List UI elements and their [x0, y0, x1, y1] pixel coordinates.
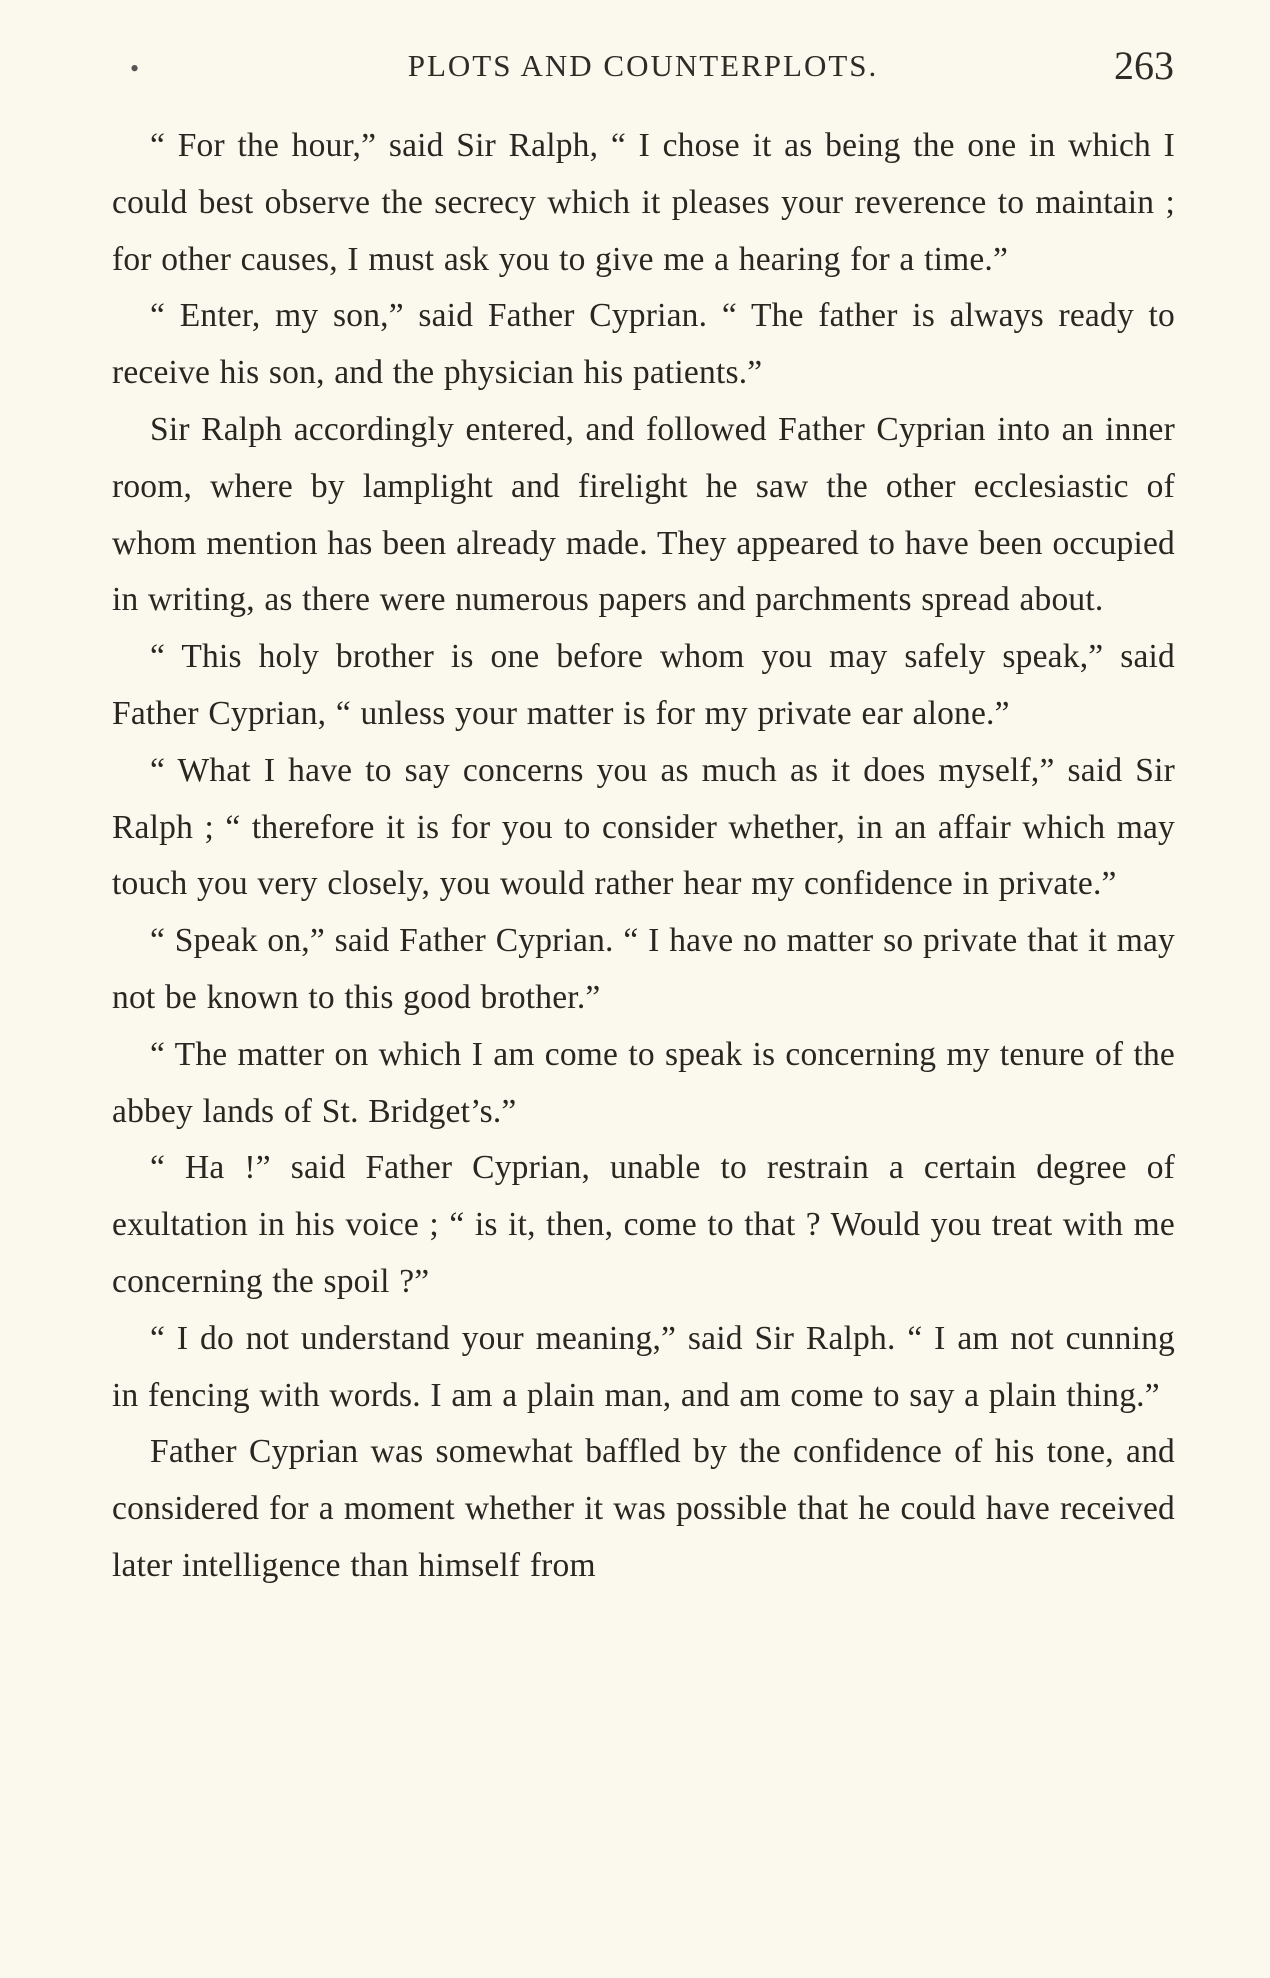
paragraph: “ The matter on which I am come to speak is concerning my tenure of the abbey lands of St. Bridget’s.”: [112, 1035, 1175, 1130]
paragraph: Sir Ralph accordingly entered, and followed Father Cyprian into an inner room, where by lamplight and firelight he saw the other ecclesiastic of whom mention has been already made. They appeared to have been occupied in writing, as there were numerous papers and parchments spread about.: [112, 410, 1175, 619]
paragraph: “ For the hour,” said Sir Ralph, “ I chose it as being the one in which I could best observe the secrecy which it pleases your reverence to maintain ; for other causes, I must ask you to give me a hearing for a time.”: [112, 127, 1175, 278]
paragraph: “ What I have to say concerns you as much as it does myself,” said Sir Ralph ; “ therefore it is for you to consider whether, in an affair which may touch you very closely, you would rather hear my confidence in private.”: [112, 751, 1175, 903]
paragraph: Father Cyprian was somewhat baffled by the confidence of his tone, and considered for a moment whether it was possible that he could have received later intelligence than himself from: [112, 1433, 1175, 1584]
paragraph: “ Speak on,” said Father Cyprian. “ I have no matter so private that it may not be known to this good brother.”: [112, 922, 1175, 1016]
running-title: PLOTS AND COUNTERPLOTS.: [407, 48, 879, 83]
paragraph: “ I do not understand your meaning,” said Sir Ralph. “ I am not cunning in fencing with words. I am a plain man, and am come to say a plain thing.”: [112, 1319, 1175, 1414]
paragraph: “ This holy brother is one before whom you may safely speak,” said Father Cyprian, “ unless your matter is for my private ear alone.”: [112, 638, 1175, 732]
header-mark: •: [130, 54, 140, 83]
paragraph: “ Ha !” said Father Cyprian, unable to restrain a certain degree of exultation in his voice ; “ is it, then, come to that ? Would you treat with me concerning the spoil ?”: [112, 1149, 1175, 1300]
page-number: 263: [1114, 43, 1174, 88]
body-text: [112, 118, 1175, 1595]
paragraph: “ Enter, my son,” said Father Cyprian. “ The father is always ready to receive his son, and the physician his patients.”: [112, 297, 1175, 392]
page-header: [112, 40, 1174, 100]
